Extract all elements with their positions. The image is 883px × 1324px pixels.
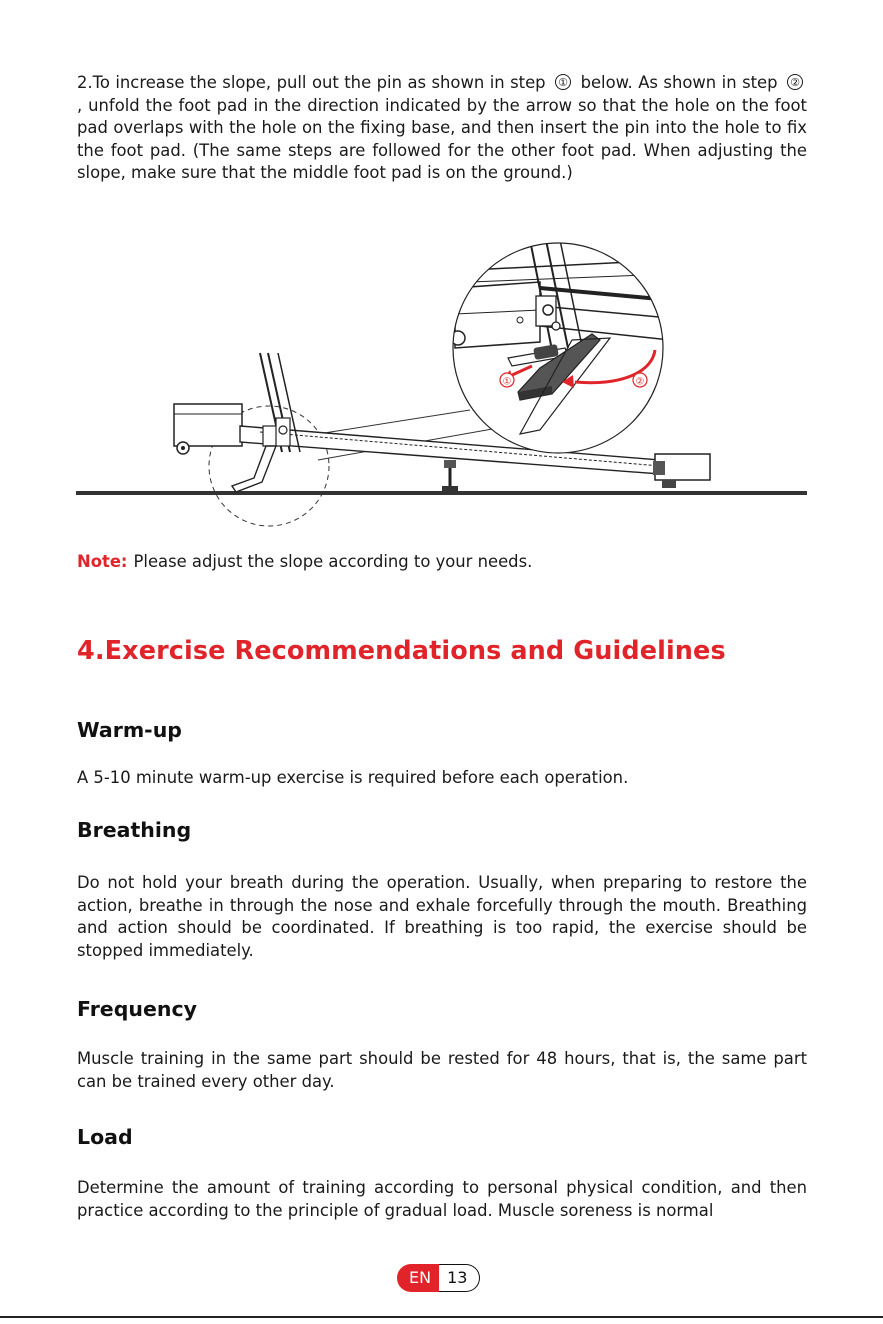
frequency-text: Muscle training in the same part should be rested for 48 hours, that is, the same part can be trained every other day. — [77, 1049, 807, 1091]
page-badge — [397, 1264, 480, 1292]
instruction-text-part1: 2.To increase the slope, pull out the pin as shown in step — [77, 73, 546, 92]
slope-instructions — [77, 72, 807, 185]
frequency-heading: Frequency — [77, 997, 197, 1021]
page-number: 13 — [439, 1264, 480, 1292]
note — [77, 551, 532, 573]
load-heading: Load — [77, 1125, 133, 1149]
breathing-heading: Breathing — [77, 818, 192, 842]
treadmill-diagram — [0, 230, 883, 540]
step-2-marker: ② — [787, 74, 803, 90]
callout-1-label — [500, 373, 514, 388]
callout-1-text: ① — [502, 376, 512, 388]
load-text: Determine the amount of training according to personal physical condition, and then practice according to the principle of gradual load. Muscle soreness is normal — [77, 1178, 807, 1220]
note-text: Please adjust the slope according to your needs. — [133, 552, 533, 571]
step-1-marker: ① — [555, 74, 571, 90]
breathing-text: Do not hold your breath during the operation. Usually, when preparing to restore the action, breathe in through the nose and exhale forcefully through the mouth. Breathing and action should be coordinated. If breathing is too rapid, the exercise should be stopped immediately. — [77, 873, 807, 960]
language-label: EN — [397, 1264, 439, 1292]
callout-leader-top — [318, 410, 470, 434]
instruction-text-part2: below. As shown in step — [580, 73, 778, 92]
warmup-heading: Warm-up — [77, 718, 182, 742]
callout-2-label — [633, 373, 647, 388]
detail-magnified-view — [450, 240, 670, 460]
section-title: 4.Exercise Recommendations and Guidelines — [77, 636, 726, 666]
instruction-text-part3: , unfold the foot pad in the direction indicated by the arrow so that the hole on the foot pad overlaps with the hole on the fixing base, and then insert the pin into the hole to fix the foot pad. (The same steps are followed for the other foot pad. When adjusting the slope, make sure that the middle foot pad is on the ground.) — [77, 95, 807, 182]
note-label: Note: — [77, 552, 128, 571]
callout-2-text: ② — [635, 376, 645, 388]
bottom-divider — [0, 1316, 883, 1318]
warmup-text: A 5-10 minute warm-up exercise is required before each operation. — [77, 768, 629, 787]
treadmill-slope-figure — [0, 230, 883, 540]
page-footer — [0, 1264, 883, 1294]
